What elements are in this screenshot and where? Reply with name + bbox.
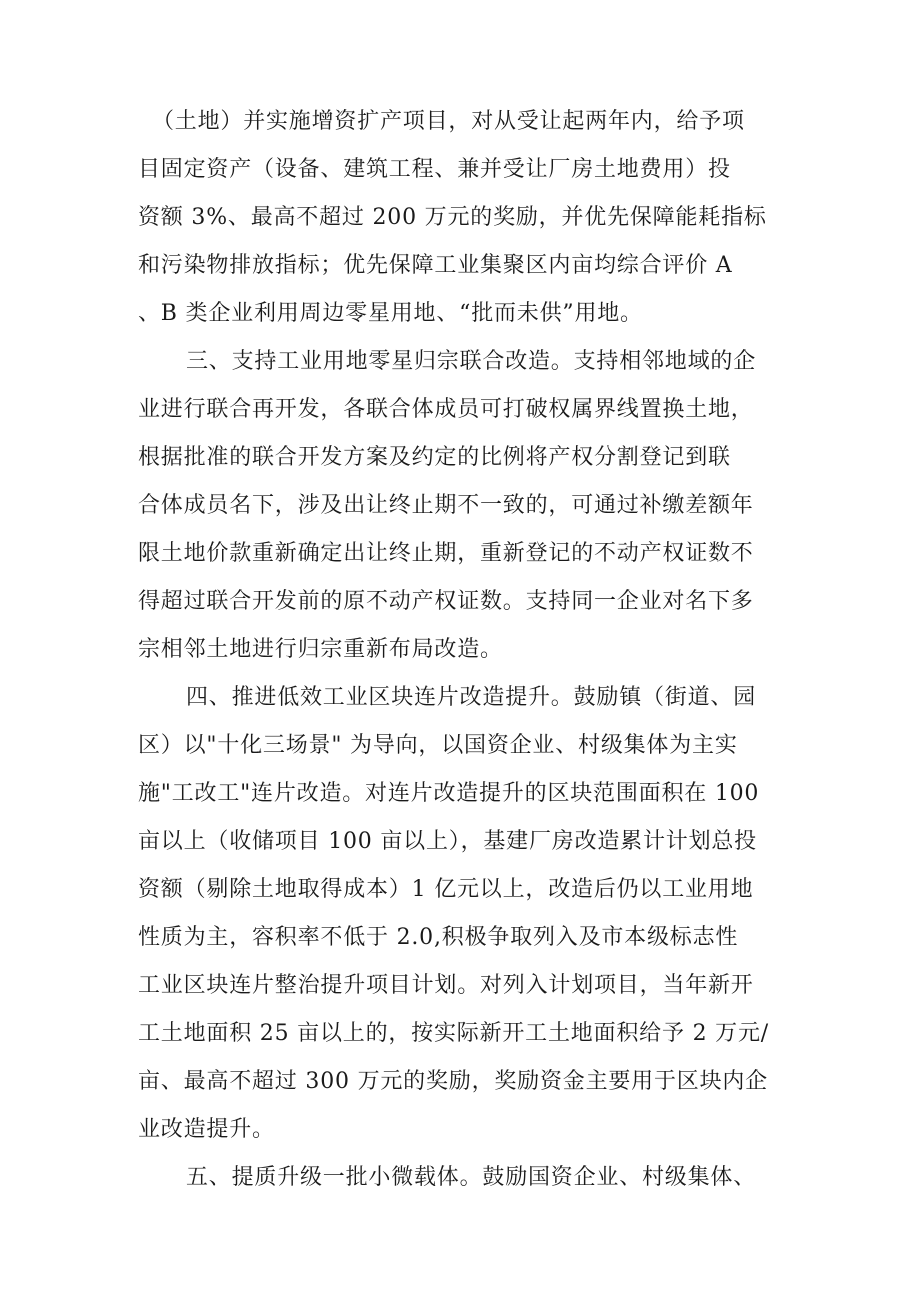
text-line: 根据批准的联合开发方案及约定的比例将产权分割登记到联 bbox=[138, 445, 731, 470]
text-line: 限土地价款重新确定出让终止期，重新登记的不动产权证数不 bbox=[138, 541, 754, 566]
text-line: 目固定资产（设备、建筑工程、兼并受让厂房土地费用）投 bbox=[138, 157, 731, 182]
paragraph-heading-5: 五、提质升级一批小微载体。鼓励国资企业、村级集体、 bbox=[186, 1165, 757, 1190]
text-line: 施"工改工"连片改造。对连片改造提升的区块范围面积在 100 bbox=[138, 781, 760, 806]
text-line: 和污染物排放指标；优先保障工业集聚区内亩均综合评价 A bbox=[138, 253, 733, 278]
text-line: （土地）并实施增资扩产项目，对从受让起两年内，给予项 bbox=[152, 109, 745, 134]
paragraph-heading-3: 三、支持工业用地零星归宗联合改造。支持相邻地域的企 bbox=[186, 349, 757, 374]
paragraph-heading-4: 四、推进低效工业区块连片改造提升。鼓励镇（街道、园 bbox=[186, 685, 757, 710]
text-line: 宗相邻土地进行归宗重新布局改造。 bbox=[138, 637, 503, 662]
text-line: 合体成员名下，涉及出让终止期不一致的，可通过补缴差额年 bbox=[138, 493, 754, 518]
text-line: 业进行联合再开发，各联合体成员可打破权属界线置换土地， bbox=[138, 397, 754, 422]
text-line: 区）以"十化三场景" 为导向，以国资企业、村级集体为主实 bbox=[138, 733, 738, 758]
text-line: 资额（剔除土地取得成本）1 亿元以上，改造后仍以工业用地 bbox=[138, 877, 754, 902]
text-line: 业改造提升。 bbox=[138, 1117, 275, 1142]
text-line: 亩、最高不超过 300 万元的奖励，奖励资金主要用于区块内企 bbox=[138, 1069, 768, 1094]
text-line: 得超过联合开发前的原不动产权证数。支持同一企业对名下多 bbox=[138, 589, 754, 614]
text-line: 工业区块连片整治提升项目计划。对列入计划项目，当年新开 bbox=[138, 973, 754, 998]
text-line: 亩以上（收储项目 100 亩以上），基建厂房改造累计计划总投 bbox=[138, 829, 757, 854]
text-line: 性质为主，容积率不低于 2.0,积极争取列入及市本级标志性 bbox=[138, 925, 739, 950]
text-line: 、B 类企业利用周边零星用地、“批而未供”用地。 bbox=[138, 301, 643, 326]
text-line: 资额 3%、最高不超过 200 万元的奖励，并优先保障能耗指标 bbox=[138, 205, 767, 230]
text-line: 工土地面积 25 亩以上的，按实际新开工土地面积给予 2 万元/ bbox=[138, 1021, 769, 1046]
